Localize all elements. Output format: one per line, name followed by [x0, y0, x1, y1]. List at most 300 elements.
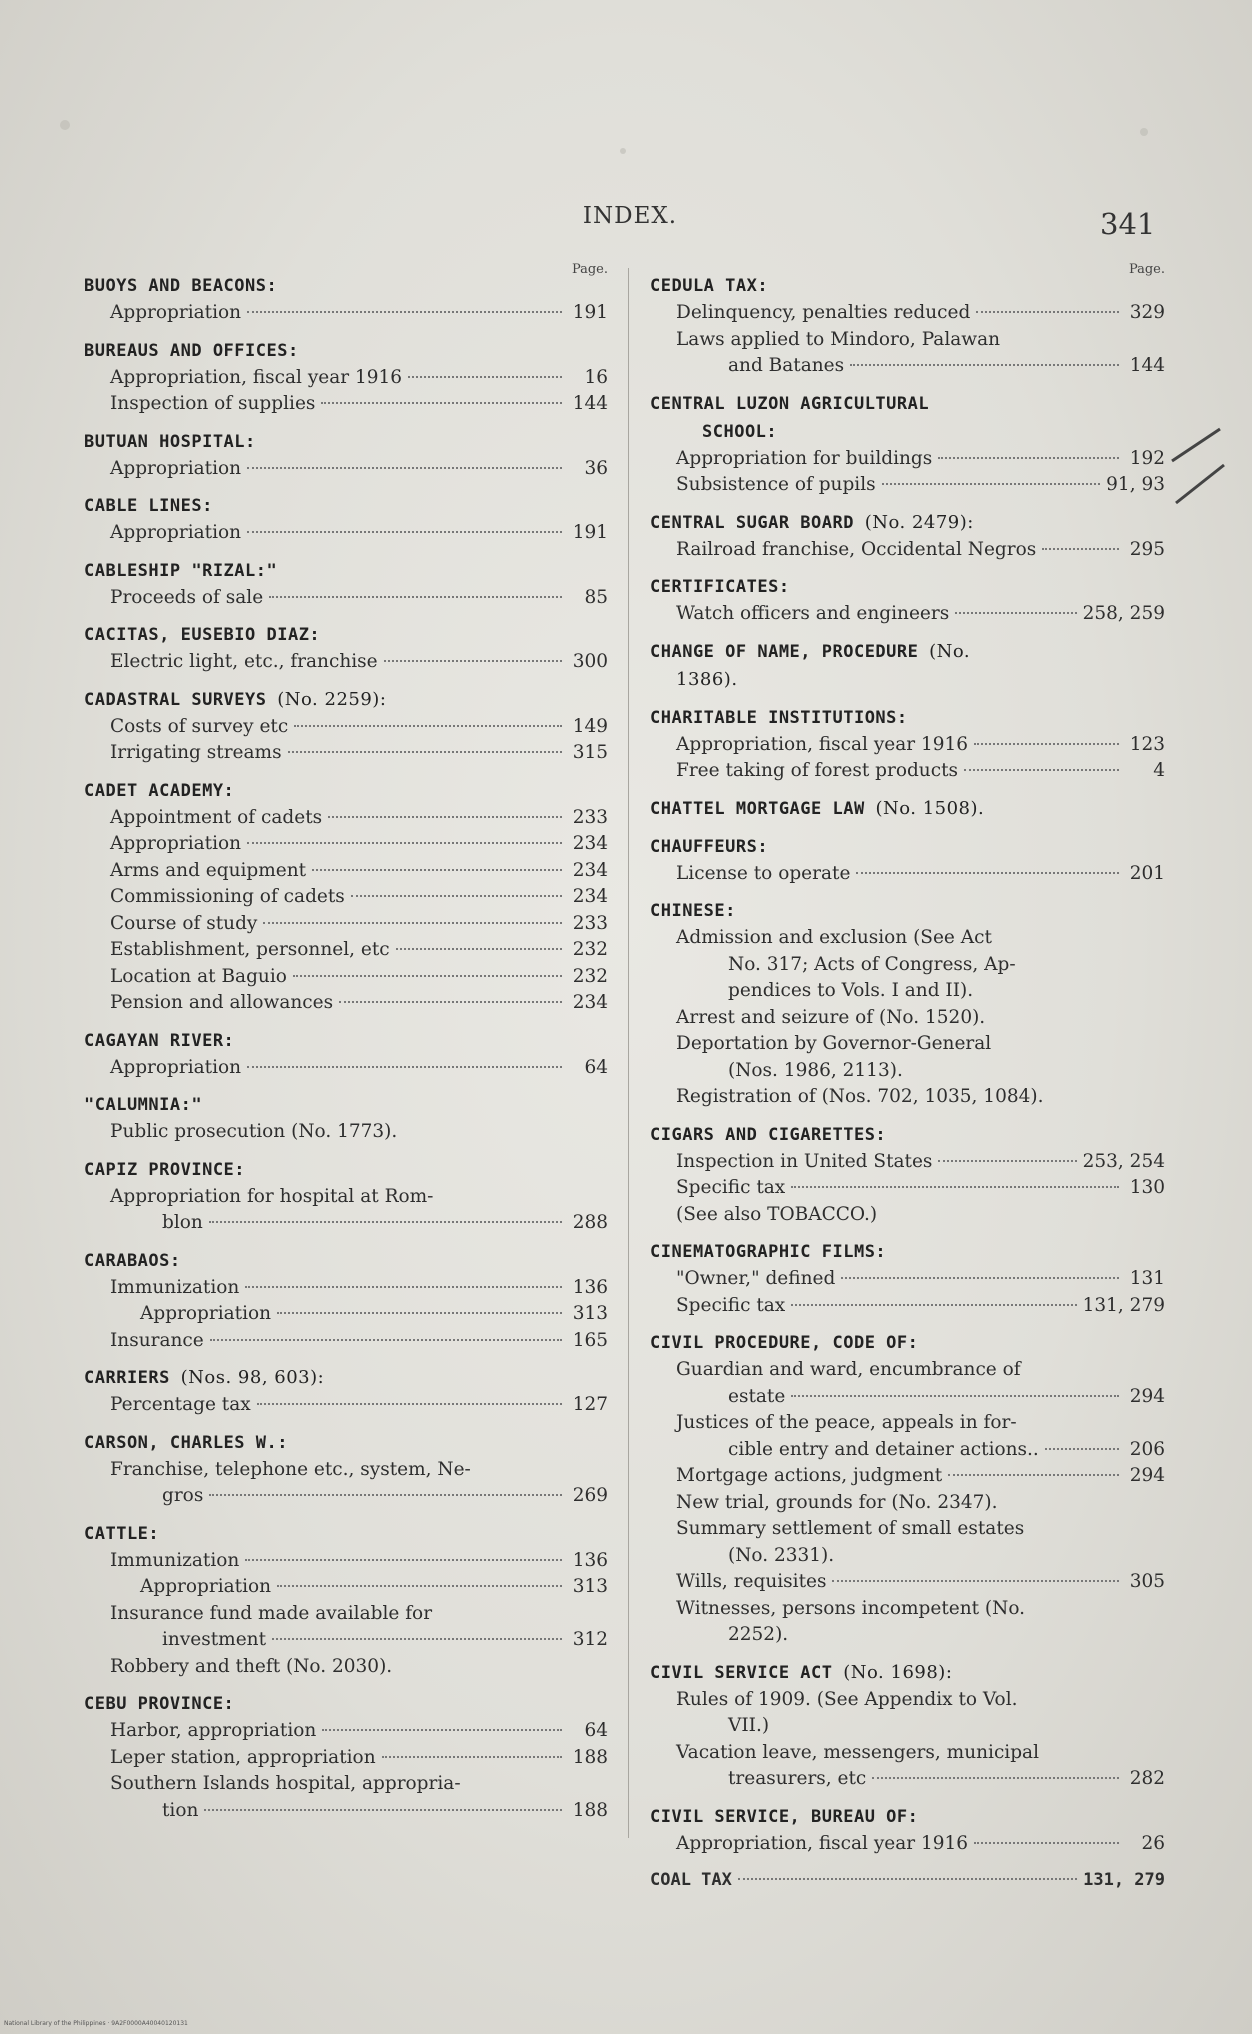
- entry-heading: [84, 428, 608, 456]
- dot-leader: [269, 596, 562, 598]
- entry-heading: [84, 1027, 608, 1055]
- index-entry: [650, 1867, 1165, 1894]
- heading-text: CATTLE:: [84, 1523, 160, 1544]
- index-entry: [84, 1364, 608, 1419]
- heading-reference-continued: [650, 666, 1165, 694]
- page-ref: 192: [1129, 447, 1165, 469]
- page-ref: 232: [572, 939, 608, 960]
- page-ref: 64: [584, 1720, 608, 1741]
- entry-heading: [650, 272, 1165, 300]
- page-ref: 234: [572, 859, 608, 881]
- sub-entry: [650, 1569, 1165, 1596]
- sub-entry-continuation: tion: [162, 1799, 199, 1821]
- sub-entry: [84, 1055, 608, 1082]
- sub-entry-label: Delinquency, penalties reduced: [676, 302, 971, 323]
- sub-entry: [84, 1601, 608, 1654]
- sub-entry: Arrest and seizure of (No. 1520).: [676, 1006, 986, 1028]
- sub-entry-label: Insurance: [110, 1329, 204, 1351]
- heading-text: CARSON, CHARLES W.:: [84, 1432, 288, 1453]
- sub-entry-label: Appropriation, fiscal year 1916: [110, 366, 403, 388]
- sub-entry-label: Subsistence of pupils: [676, 474, 876, 495]
- index-entry: [650, 897, 1165, 1111]
- entry-heading: [84, 686, 608, 714]
- sub-entry: [650, 1463, 1165, 1490]
- sub-entry-label: Vacation leave, messengers, municipal: [676, 1741, 1040, 1763]
- heading-text: CENTRAL SUGAR BOARD: [650, 512, 854, 533]
- sub-entry-label: Appropriation: [110, 833, 242, 854]
- dot-leader: [384, 660, 562, 662]
- smudge: [60, 120, 70, 130]
- index-entry: [650, 1238, 1165, 1319]
- sub-entry: Public prosecution (No. 1773).: [110, 1121, 398, 1142]
- page-ref: 294: [1129, 1465, 1165, 1486]
- index-entry: [650, 509, 1165, 564]
- heading-text: CAGAYAN RIVER:: [84, 1030, 235, 1051]
- sub-entry: [650, 537, 1165, 564]
- entry-heading: [84, 1364, 608, 1392]
- entry-heading: [650, 638, 1165, 666]
- sub-entry: [650, 1516, 1165, 1569]
- sub-entry: [84, 740, 608, 767]
- heading-text: BUTUAN HOSPITAL:: [84, 431, 256, 452]
- page-ref: 232: [572, 965, 608, 987]
- index-entry: [84, 492, 608, 547]
- sub-entry-continuation: cible entry and detainer actions..: [728, 1438, 1039, 1460]
- page-ref: 315: [572, 742, 608, 763]
- sub-entry: [650, 1266, 1165, 1293]
- index-entry: [84, 1091, 608, 1146]
- entry-heading: [84, 557, 608, 585]
- sub-entry-continuation: investment: [162, 1629, 266, 1650]
- dot-leader: [257, 1403, 562, 1405]
- entry-heading: [650, 704, 1165, 732]
- sub-entry-continuation: No. 317; Acts of Congress, Ap-: [728, 953, 1016, 975]
- dot-leader: [263, 922, 562, 924]
- entry-heading: [84, 1247, 608, 1275]
- page-ref: 305: [1129, 1571, 1165, 1592]
- sub-entry-label: Immunization: [110, 1276, 240, 1298]
- sub-entry: [84, 365, 608, 392]
- dot-leader: [738, 1878, 1077, 1880]
- sub-entry-label: Appropriation for hospital at Rom-: [110, 1185, 434, 1207]
- sub-entry: [84, 805, 608, 832]
- page-ref: 144: [1129, 355, 1165, 376]
- entry-heading: [84, 1429, 608, 1457]
- sub-entry-label: License to operate: [676, 862, 851, 884]
- column-divider: [628, 268, 629, 1838]
- sub-entry-label: Free taking of forest products: [676, 760, 959, 781]
- sub-entry: [650, 1031, 1165, 1084]
- library-stamp: National Library of the Philippines · 9A2F0000A40040120131: [4, 2020, 188, 2027]
- entry-heading: [84, 272, 608, 300]
- index-entry: [84, 337, 608, 418]
- entry-heading: [650, 833, 1165, 861]
- dot-leader: [245, 1286, 562, 1288]
- sub-entry-continuation-line: [676, 1437, 1165, 1464]
- sub-entry: [84, 884, 608, 911]
- sub-entry: [650, 1175, 1165, 1202]
- entry-heading: [650, 1238, 1165, 1266]
- sub-entry-label: Admission and exclusion (See Act: [676, 927, 992, 948]
- heading-text: CARRIERS: [84, 1368, 170, 1388]
- page-ref: 253, 254: [1082, 1150, 1165, 1172]
- page-ref: 234: [572, 833, 608, 854]
- sub-entry: [650, 1293, 1165, 1320]
- dot-leader: [277, 1585, 562, 1587]
- sub-entry-label: Inspection in United States: [676, 1150, 933, 1172]
- dot-leader: [288, 751, 562, 753]
- index-entry: [84, 1247, 608, 1355]
- index-column-left: [84, 262, 608, 1824]
- sub-entry-label: Wills, requisites: [676, 1571, 827, 1592]
- index-entry: [84, 272, 608, 327]
- sub-entry: [84, 1718, 608, 1745]
- sub-entry-continuation-line: [110, 1798, 608, 1825]
- sub-entry: [84, 1548, 608, 1575]
- sub-entry-label: Appropriation: [140, 1576, 272, 1597]
- entry-heading-continued: SCHOOL:: [702, 421, 778, 442]
- dot-leader: [247, 1066, 562, 1068]
- page-column-label: Page.: [571, 262, 608, 277]
- sub-entry: [84, 1771, 608, 1824]
- page-ref: 295: [1129, 538, 1165, 560]
- sub-entry: [650, 472, 1165, 499]
- sub-entry-continuation-line: [676, 978, 1165, 1005]
- index-entry: [650, 833, 1165, 888]
- sub-entry: [650, 1831, 1165, 1858]
- sub-entry: [650, 1596, 1165, 1649]
- index-entry: [84, 1156, 608, 1237]
- sub-entry: (See also TOBACCO.): [676, 1203, 878, 1225]
- page-ref: 130: [1129, 1177, 1165, 1198]
- dot-leader: [974, 743, 1119, 745]
- index-entry: [84, 1690, 608, 1824]
- page-ref: 188: [572, 1746, 608, 1768]
- page-ref: 191: [572, 302, 608, 323]
- sub-entry-continuation-line: [676, 1713, 1165, 1740]
- page-number: 341: [1100, 207, 1156, 241]
- sub-entry: [84, 937, 608, 964]
- sub-entry: [84, 520, 608, 547]
- dot-leader: [322, 1729, 562, 1731]
- dot-leader: [938, 1160, 1076, 1162]
- index-entry: [84, 686, 608, 767]
- sub-entry: [84, 1745, 608, 1772]
- sub-entry: [84, 1457, 608, 1510]
- sub-entry: [84, 1392, 608, 1419]
- sub-entry: [84, 1184, 608, 1237]
- page-ref: 258, 259: [1082, 603, 1165, 624]
- heading-text: BUREAUS AND OFFICES:: [84, 340, 299, 361]
- heading-text: "CALUMNIA:": [84, 1095, 203, 1115]
- sub-entry: [84, 649, 608, 676]
- page-ref: 233: [572, 912, 608, 934]
- sub-entry-label: Course of study: [110, 912, 258, 934]
- index-entry: [650, 272, 1165, 380]
- dot-leader: [948, 1474, 1119, 1476]
- entry-heading: [650, 390, 1165, 418]
- page-ref: 26: [1141, 1832, 1165, 1854]
- dot-leader: [312, 869, 562, 871]
- sub-entry-continuation-line: [676, 1384, 1165, 1411]
- index-entry: [84, 621, 608, 676]
- dot-leader: [277, 1312, 562, 1314]
- sub-entry: [84, 456, 608, 483]
- sub-entry-continuation: gros: [162, 1485, 204, 1506]
- dot-leader: [294, 725, 562, 727]
- index-entry: [650, 1659, 1165, 1793]
- dot-leader: [850, 364, 1119, 366]
- heading-text: CEBU PROVINCE:: [84, 1694, 235, 1714]
- sub-entry-label: Percentage tax: [110, 1394, 251, 1415]
- sub-entry-continuation: treasurers, etc: [728, 1768, 867, 1789]
- sub-entry-label: Leper station, appropriation: [110, 1746, 376, 1768]
- sub-entry-label: Appropriation: [110, 1056, 242, 1078]
- dot-leader: [955, 612, 1076, 614]
- sub-entry-continuation: (Nos. 1986, 2113).: [728, 1059, 903, 1081]
- entry-heading: [84, 1690, 608, 1718]
- entry-heading: [650, 509, 1165, 537]
- sub-entry: [650, 446, 1165, 473]
- entry-heading: [650, 1867, 1165, 1894]
- heading-text: CHARITABLE INSTITUTIONS:: [650, 707, 908, 728]
- sub-entry: [650, 1410, 1165, 1463]
- dot-leader: [841, 1277, 1119, 1279]
- dot-leader: [351, 895, 562, 897]
- heading-text: CACITAS, EUSEBIO DIAZ:: [84, 625, 321, 645]
- dot-leader: [1042, 548, 1119, 550]
- sub-entry-label: Specific tax: [676, 1294, 786, 1316]
- index-entry: [650, 1121, 1165, 1229]
- sub-entry: [650, 861, 1165, 888]
- index-entry: [84, 428, 608, 483]
- heading-text: CADET ACADEMY:: [84, 780, 235, 801]
- sub-entry-continuation: VII.): [728, 1715, 770, 1736]
- page-ref: 312: [572, 1629, 608, 1650]
- sub-entry-continuation-line: [110, 1483, 608, 1510]
- sub-entry-label: Appropriation, fiscal year 1916: [676, 733, 969, 755]
- sub-entry: [84, 911, 608, 938]
- dot-leader: [209, 1494, 562, 1496]
- sub-entry-label: Insurance fund made available for: [110, 1602, 433, 1624]
- sub-entry-label: Southern Islands hospital, appropria-: [110, 1773, 461, 1794]
- heading-text: CHATTEL MORTGAGE LAW: [650, 798, 865, 819]
- page-ref: 329: [1129, 302, 1165, 323]
- sub-entry-label: Arms and equipment: [110, 859, 307, 881]
- sub-entry-label: Appropriation: [110, 302, 242, 323]
- index-entry: [650, 704, 1165, 785]
- heading-text: CADASTRAL SURVEYS: [84, 689, 267, 710]
- page-ref: 144: [572, 393, 608, 414]
- sub-entry-label: Appointment of cadets: [110, 806, 323, 828]
- sub-entry-continuation-line: [676, 1058, 1165, 1085]
- sub-entry-continuation-line: [110, 1210, 608, 1237]
- dot-leader: [245, 1559, 562, 1561]
- page-ref: 294: [1129, 1385, 1165, 1407]
- page-ref: 313: [572, 1303, 608, 1324]
- entry-heading: [650, 1121, 1165, 1149]
- sub-entry: New trial, grounds for (No. 2347).: [676, 1491, 998, 1513]
- heading-text: CABLE LINES:: [84, 496, 213, 516]
- sub-entry-label: Franchise, telephone etc., system, Ne-: [110, 1458, 471, 1480]
- sub-entry-label: Costs of survey etc: [110, 715, 289, 737]
- sub-entry-continuation-line: [110, 1627, 608, 1654]
- heading-text: CEDULA TAX:: [650, 276, 769, 296]
- dot-leader: [408, 376, 562, 378]
- page-ref: 191: [572, 522, 608, 543]
- entry-heading: [84, 1156, 608, 1184]
- heading-text: CARABAOS:: [84, 1250, 181, 1271]
- page-ref: 36: [584, 457, 608, 479]
- sub-entry-label: Location at Baguio: [110, 965, 287, 987]
- page-ref: 188: [572, 1799, 608, 1821]
- dot-leader: [976, 311, 1119, 313]
- sub-entry: [650, 327, 1165, 380]
- pencil-mark-icon: [1168, 425, 1228, 505]
- dot-leader: [328, 816, 562, 818]
- sub-entry-label: Witnesses, persons incompetent (No.: [676, 1597, 1026, 1619]
- heading-reference: (Nos. 98, 603):: [180, 1367, 325, 1388]
- sub-entry-label: Establishment, personnel, etc: [110, 939, 390, 960]
- sub-entry: [84, 990, 608, 1017]
- smudge: [1140, 128, 1148, 136]
- page-ref: 91, 93: [1106, 474, 1165, 495]
- sub-entry-label: Appropriation: [140, 1303, 272, 1324]
- page-ref: 131, 279: [1083, 1870, 1165, 1890]
- index-entry: [650, 795, 1165, 823]
- dot-leader: [974, 1842, 1119, 1844]
- heading-reference: (No. 2259):: [277, 688, 387, 710]
- dot-leader: [832, 1580, 1119, 1582]
- sub-entry-continuation-line: [676, 1766, 1165, 1793]
- sub-entry: Robbery and theft (No. 2030).: [110, 1655, 393, 1677]
- page-ref: 206: [1129, 1438, 1165, 1460]
- running-title: INDEX.: [582, 203, 678, 229]
- sub-entry-label: Summary settlement of small estates: [676, 1518, 1025, 1539]
- sub-entry: [650, 300, 1165, 327]
- sub-entry-label: Mortgage actions, judgment: [676, 1465, 943, 1486]
- sub-entry-label: Immunization: [110, 1549, 240, 1571]
- entry-heading: [650, 897, 1165, 925]
- sub-entry: Registration of (Nos. 702, 1035, 1084).: [676, 1086, 1044, 1107]
- sub-entry-label: Appropriation, fiscal year 1916: [676, 1832, 969, 1854]
- sub-entry: [650, 1149, 1165, 1176]
- page-ref: 64: [584, 1056, 608, 1078]
- sub-entry-label: Justices of the peace, appeals in for-: [676, 1412, 1017, 1433]
- sub-entry-continuation-line: [676, 353, 1165, 380]
- sub-entry: [650, 925, 1165, 1005]
- dot-leader: [210, 1339, 562, 1341]
- entry-heading: [84, 621, 608, 649]
- sub-entry-continuation: pendices to Vols. I and II).: [728, 980, 974, 1001]
- dot-leader: [791, 1395, 1119, 1397]
- heading-text: CIVIL SERVICE ACT: [650, 1662, 833, 1683]
- sub-entry-continuation: (No. 2331).: [728, 1544, 835, 1566]
- heading-text: CHINESE:: [650, 901, 736, 921]
- dot-leader: [204, 1809, 562, 1811]
- sub-entry-label: Irrigating streams: [110, 742, 282, 763]
- page-ref: 233: [572, 806, 608, 828]
- sub-entry-label: Pension and allowances: [110, 992, 334, 1013]
- entry-heading: [84, 1520, 608, 1548]
- sub-entry-label: Specific tax: [676, 1177, 786, 1198]
- sub-entry-label: Electric light, etc., franchise: [110, 651, 378, 672]
- entry-heading: [84, 337, 608, 365]
- page-ref: 201: [1129, 862, 1165, 884]
- heading-reference: (No. 1508).: [875, 797, 985, 819]
- sub-entry: [84, 1301, 608, 1328]
- index-entry: [650, 1329, 1165, 1649]
- dot-leader: [791, 1186, 1119, 1188]
- dot-leader: [882, 483, 1101, 485]
- sub-entry-label: Harbor, appropriation: [110, 1720, 317, 1741]
- index-column-right: [650, 262, 1165, 1894]
- entry-heading: [650, 795, 1165, 823]
- entry-heading: [84, 492, 608, 520]
- sub-entry-label: Laws applied to Mindoro, Palawan: [676, 328, 1001, 350]
- dot-leader: [382, 1756, 562, 1758]
- sub-entry: [650, 732, 1165, 759]
- sub-entry: [84, 1574, 608, 1601]
- sub-entry: [84, 300, 608, 327]
- sub-entry-continuation: and Batanes: [728, 355, 845, 376]
- sub-entry-label: Appropriation: [110, 522, 242, 543]
- page-ref: 269: [572, 1485, 608, 1506]
- sub-entry-continuation: blon: [162, 1212, 203, 1233]
- page-ref: 16: [584, 366, 608, 388]
- heading-text: CIGARS AND CIGARETTES:: [650, 1124, 887, 1145]
- dot-leader: [964, 769, 1119, 771]
- page-ref: 131, 279: [1082, 1294, 1165, 1316]
- sub-entry-label: Rules of 1909. (See Appendix to Vol.: [676, 1688, 1018, 1710]
- sub-entry: [650, 758, 1165, 785]
- entry-heading: [650, 1803, 1165, 1831]
- index-entry: [84, 1520, 608, 1681]
- page-column-label: Page.: [1128, 262, 1165, 277]
- sub-entry-continuation-line: [676, 1622, 1165, 1649]
- page-ref: 313: [572, 1576, 608, 1597]
- entry-heading: [650, 1659, 1165, 1687]
- sub-entry: [84, 1328, 608, 1355]
- sub-entry: [84, 1275, 608, 1302]
- sub-entry: [650, 1687, 1165, 1740]
- page-ref: 234: [572, 992, 608, 1013]
- heading-text: COAL TAX: [650, 1870, 732, 1890]
- page-ref: 288: [572, 1212, 608, 1233]
- sub-entry-label: Railroad franchise, Occidental Negros: [676, 538, 1037, 560]
- sub-entry: [84, 585, 608, 612]
- sub-entry: [84, 964, 608, 991]
- sub-entry: [84, 858, 608, 885]
- sub-entry-continuation: estate: [728, 1385, 786, 1407]
- dot-leader: [247, 842, 562, 844]
- dot-leader: [247, 531, 562, 533]
- sub-entry-label: Proceeds of sale: [110, 586, 264, 608]
- entry-heading: [84, 1091, 608, 1119]
- index-entry: [650, 1803, 1165, 1858]
- dot-leader: [938, 457, 1119, 459]
- index-entry: [84, 777, 608, 1017]
- sub-entry: [84, 714, 608, 741]
- heading-text: CIVIL SERVICE, BUREAU OF:: [650, 1806, 919, 1827]
- dot-leader: [339, 1001, 562, 1003]
- smudge: [620, 148, 626, 154]
- heading-text: CERTIFICATES:: [650, 577, 790, 597]
- sub-entry-label: Inspection of supplies: [110, 393, 316, 414]
- heading-text: CABLESHIP "RIZAL:": [84, 560, 278, 581]
- page-ref: 136: [572, 1276, 608, 1298]
- page-ref: 85: [584, 586, 608, 608]
